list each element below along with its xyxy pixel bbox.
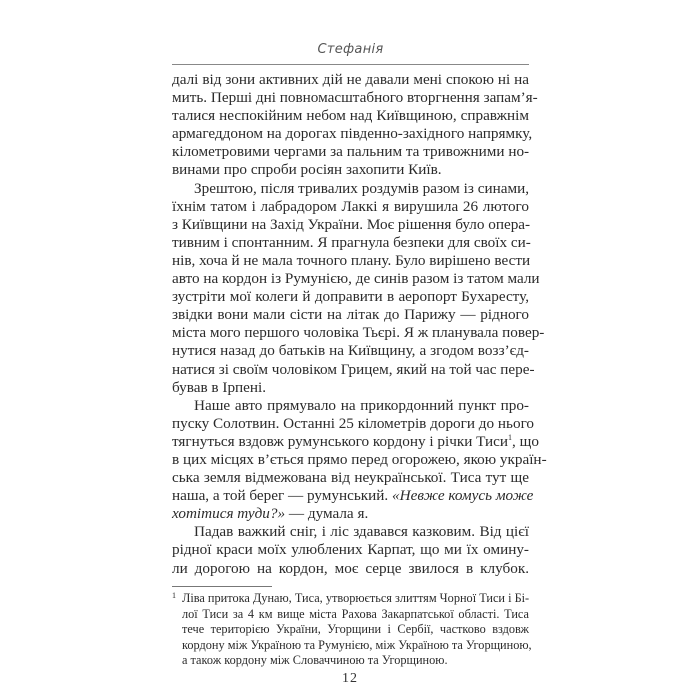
italic-text: «Невже комусь може: [392, 487, 534, 505]
text-line: бував в Ірпені.: [172, 378, 267, 396]
text-line: тивним і спонтанним. Я прагнула безпеки для своїх си-: [172, 233, 531, 251]
text-line: авто на кордон із Румунією, де синів разом із татом мали: [172, 270, 540, 288]
text-segment: — думала я.: [285, 505, 369, 523]
page-number: 12: [342, 671, 358, 686]
text-line: ська земля відмежована від неукраїнської. Тиса тут ще: [172, 469, 529, 487]
text-line: армагеддоном на дорогах південно-західного напрямку,: [172, 125, 533, 143]
footnote-line: лої Тиси за 4 км вище міста Рахова Закарпатської області. Тиса: [182, 606, 529, 621]
footnote-reference: 1: [508, 432, 513, 442]
running-header: Стефанія: [317, 42, 384, 57]
text-line: винами про спроби росіян захопити Київ.: [172, 161, 442, 179]
text-line: ли дорогою на кордон, моє серце звилося в клубок.: [172, 559, 529, 577]
text-line: Зрештою, після тривалих роздумів разом із синами,: [194, 179, 529, 197]
text-line: Падав важкий сніг, і ліс здавався казковим. Від цієї: [194, 523, 529, 541]
text-line: талися неспокійним небом над Київщиною, справжнім: [172, 107, 529, 125]
text-line: [172, 432, 539, 451]
paragraph: [172, 523, 529, 577]
text-line: далі від зони активних дій не давали мені спокою ні на: [172, 71, 529, 88]
text-line: [172, 487, 534, 505]
footnote-line: 1 Ліва притока Дунаю, Тиса, утворюється злиттям Чорної Тиси і Бі-: [172, 591, 529, 607]
text-line: звідки вони мали сісти на літак до Парижу — рідного: [172, 306, 529, 324]
text-line: нів, хоча й не мала точного плану. Було вирішено вести: [172, 251, 531, 269]
paragraph: [172, 71, 538, 180]
header-rule: [172, 64, 529, 65]
footnote-line: а також кордону між Словаччиною та Угорщиною.: [182, 653, 448, 667]
text-line: [172, 505, 529, 523]
text-line: з Київщини на Захід України. Моє рішення було опера-: [172, 215, 531, 233]
text-line: міста мого першого чоловіка Тьєрі. Я ж планувала повер-: [172, 324, 545, 342]
text-line: мить. Перші дні повномасштабного вторгнення запам’я-: [172, 89, 538, 107]
text-line: нутися назад до батьків на Київщину, а згодом возз’єд-: [172, 342, 529, 360]
footnote-line: кордону між Україною та Румунією, між Україною та Угорщиною,: [182, 637, 532, 652]
text-segment: , що: [512, 432, 539, 450]
text-line: зустріти мої колеги й доправити в аеропорт Бухаресту,: [172, 288, 529, 306]
text-line: натися зі своїм чоловіком Грицем, який на той час пере-: [172, 360, 535, 378]
footnote-rule: [172, 586, 272, 587]
text-line: кілометровими чергами за пальним та тривожними но-: [172, 143, 530, 161]
text-line: їхнім татом і лабрадором Лаккі я вирушила 26 лютого: [172, 197, 529, 215]
body-text: [172, 71, 547, 578]
text-segment: тягнуться вздовж румунського кордону і річки Тиси: [172, 432, 509, 450]
italic-text: хотітися туди?»: [172, 505, 286, 523]
text-segment: наша, а той берег — румунський.: [172, 487, 393, 505]
text-line: пуску Солотвин. Останні 25 кілометрів дороги до нього: [172, 414, 535, 432]
text-line: в цих місцях в’ється прямо перед огорожею, якою україн-: [172, 450, 547, 468]
text-line: рідної краси моїх улюблених Карпат, що ми їх омину-: [172, 541, 529, 559]
paragraph: [172, 179, 545, 397]
footnote-marker: 1: [172, 591, 176, 600]
footnote: [172, 591, 532, 669]
text-line: Наше авто прямувало на прикордонний пункт про-: [194, 396, 529, 414]
footnote-line: тече територією України, Угорщини і Сербії, частково вздовж: [182, 622, 529, 636]
paragraph: [172, 396, 547, 524]
